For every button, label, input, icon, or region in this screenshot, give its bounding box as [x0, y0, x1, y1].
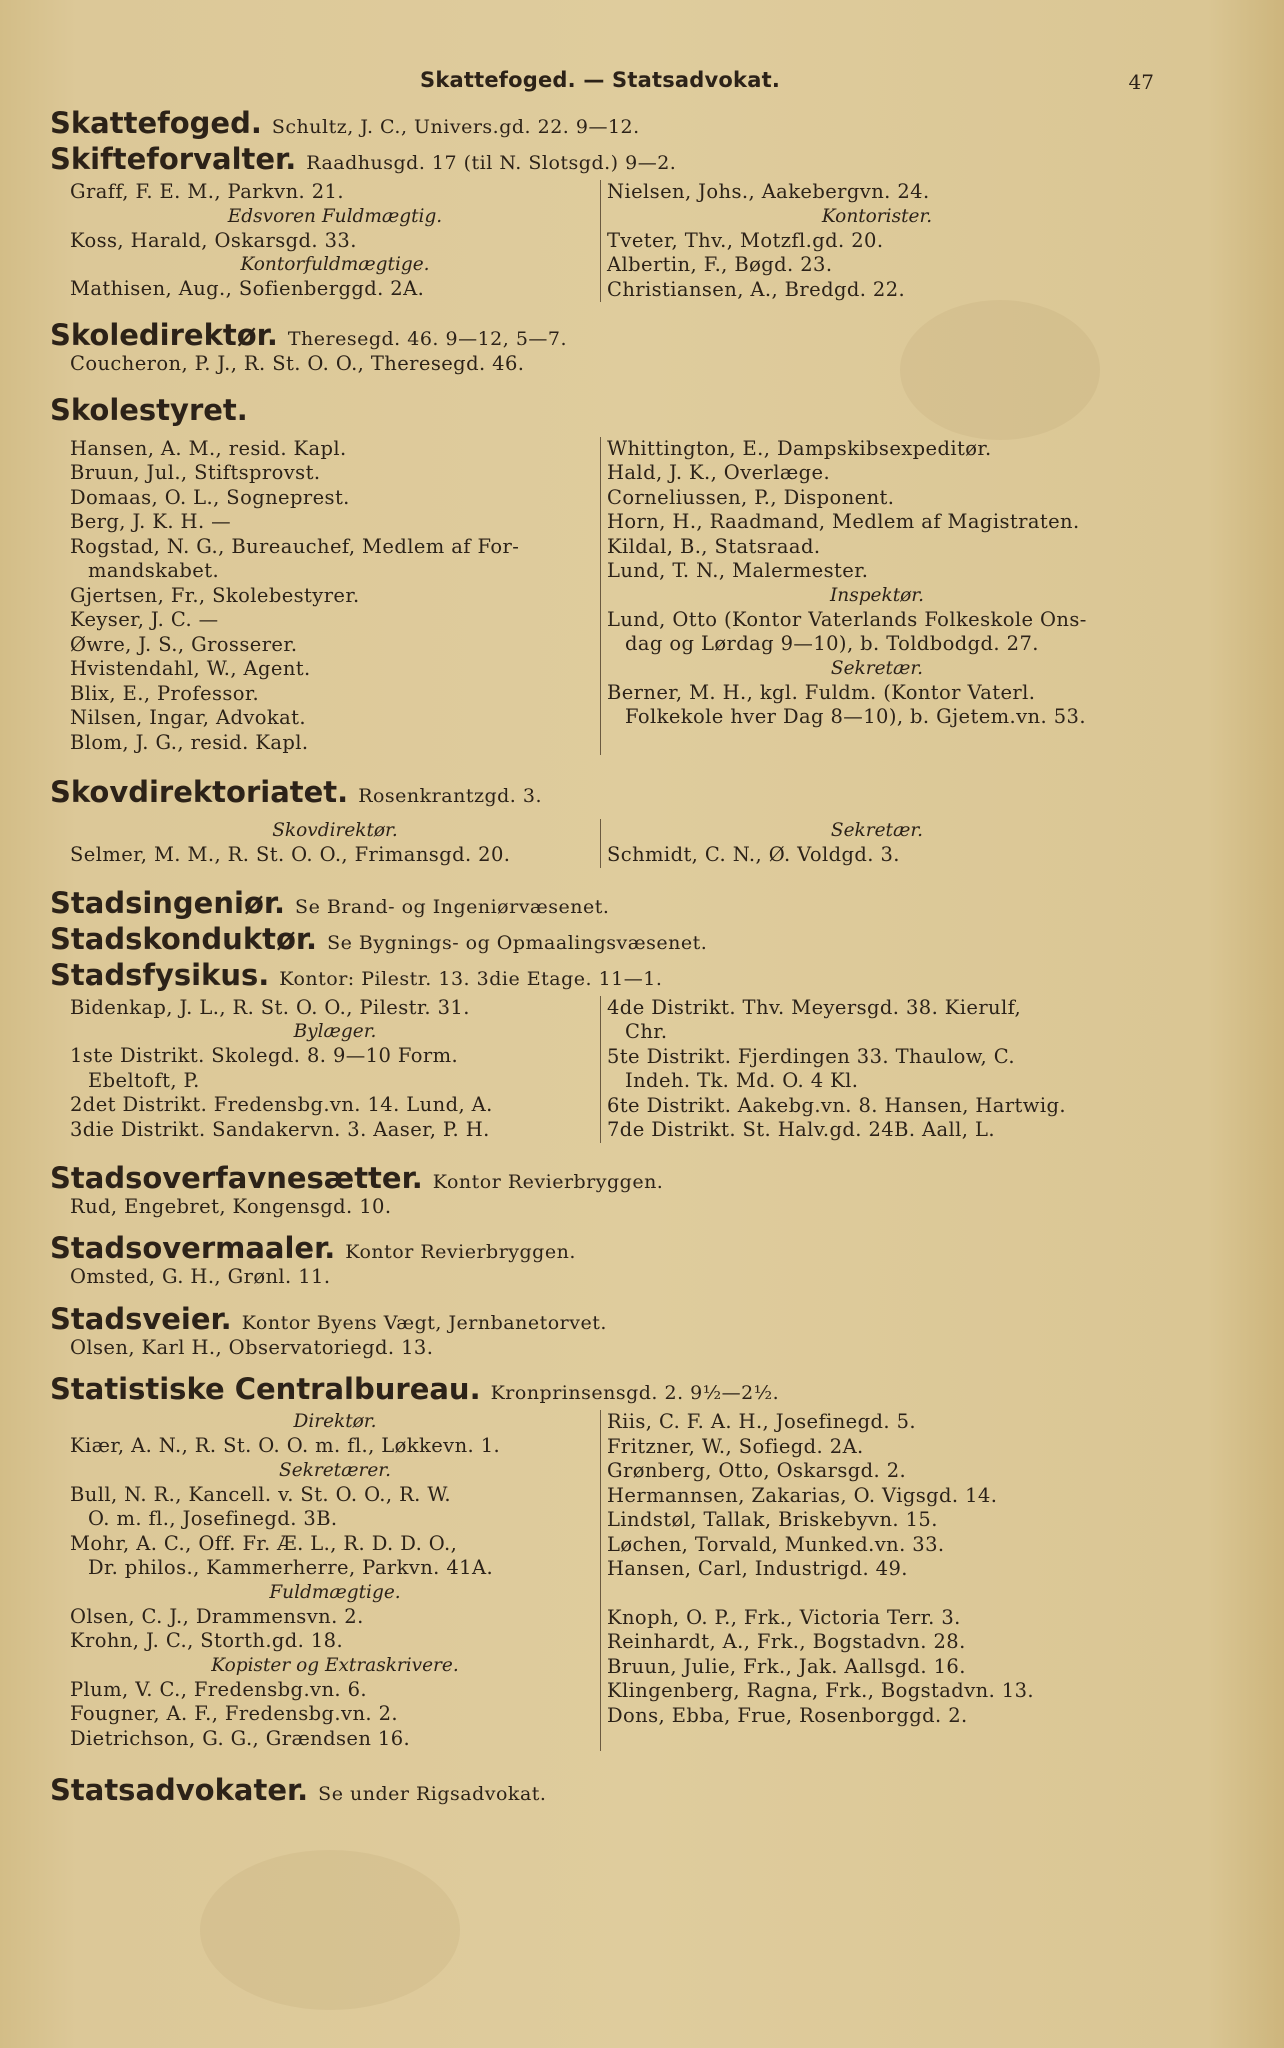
section-text: Se Bygnings- og Opmaalingsvæsenet. [327, 931, 708, 954]
right-column [600, 819, 1147, 868]
subheading: Kontorfuldmægtige. [240, 254, 430, 275]
section-stadsingenior [50, 885, 1150, 920]
entry: Blix, E., Professor. [70, 681, 260, 705]
entry: Rogstad, N. G., Bureauchef, Medlem af For- [70, 534, 520, 558]
entry: Hansen, A. M., resid. Kapl. [70, 436, 347, 460]
section-heading: Statsadvokater. [50, 1773, 309, 1807]
two-column-list [50, 1410, 1150, 1751]
entry: Horn, H., Raadmand, Medlem af Magistraten. [607, 510, 1080, 533]
section-skattefoged [50, 106, 1150, 140]
entry: Lund, T. N., Malermester. [607, 559, 869, 582]
entry: Domaas, O. L., Sogneprest. [70, 485, 350, 509]
entry: Kildal, B., Statsraad. [607, 534, 821, 558]
right-column [600, 1410, 1147, 1751]
section-heading-line [50, 318, 1150, 352]
section-heading-line [50, 957, 1150, 992]
section-text: Theresegd. 46. 9—12, 5—7. [287, 328, 568, 350]
running-head [50, 60, 1154, 104]
section-stadsovermaaler [50, 1231, 1150, 1290]
subheading: Kontorister. [821, 205, 933, 227]
entry: Bull, N. R., Kancell. v. St. O. O., R. W. [70, 1482, 452, 1506]
entry: Riis, C. F. A. H., Josefinegd. 5. [607, 1410, 916, 1433]
section-heading: Stadsoverfavnesætter. [50, 1160, 423, 1195]
right-column [600, 996, 1147, 1143]
right-column [600, 437, 1147, 756]
entry: Olsen, C. J., Drammensvn. 2. [70, 1604, 364, 1628]
section-heading: Stadsveier. [50, 1301, 232, 1336]
entry: Nilsen, Ingar, Advokat. [70, 706, 306, 729]
entry: 4de Distrikt. Thv. Meyersgd. 38. Kierulf, [607, 995, 1022, 1019]
entry: 2det Distrikt. Fredensbg.vn. 14. Lund, A. [70, 1093, 493, 1116]
section-text: Se under Rigsadvokat. [318, 1783, 547, 1805]
section-heading-line [50, 392, 1150, 427]
section-heading-line [50, 1160, 1150, 1195]
section-heading: Stadskonduktør. [50, 921, 318, 956]
entry: Schmidt, C. N., Ø. Voldgd. 3. [607, 843, 900, 866]
entry: Kiær, A. N., R. St. O. O. m. fl., Løkkevn. 1. [70, 1434, 501, 1457]
section-text: Rosenkrantzgd. 3. [358, 785, 543, 807]
entry: 7de Distrikt. St. Halv.gd. 24B. Aall, L. [607, 1118, 995, 1141]
section-text: Kontor Byens Vægt, Jernbanetorvet. [241, 1311, 607, 1334]
entry: Keyser, J. C. — [70, 608, 219, 631]
entry: Albertin, F., Bøgd. 23. [607, 253, 833, 276]
section-heading-line [50, 1231, 1150, 1265]
section-heading-line [50, 921, 1150, 956]
entry: Corneliussen, P., Disponent. [607, 485, 895, 509]
subheading: Sekretær. [830, 657, 924, 679]
section-heading: Skovdirektoriatet. [50, 775, 349, 809]
entry: Coucheron, P. J., R. St. O. O., Theresegd. 46. [70, 352, 525, 375]
section-heading-line [50, 1773, 1150, 1807]
entry-continuation: O. m. fl., Josefinegd. 3B. [88, 1507, 338, 1530]
left-column [50, 180, 600, 302]
entry: 6te Distrikt. Aakebg.vn. 8. Hansen, Hartwig. [607, 1093, 1066, 1117]
subheading: Direktør. [293, 1411, 377, 1432]
section-text: Schultz, J. C., Univers.gd. 22. 9—12. [271, 116, 640, 138]
entry: Whittington, E., Dampskibsexpeditør. [607, 436, 992, 460]
entry: Olsen, Karl H., Observatoriegd. 13. [70, 1335, 434, 1359]
subheading: Kopister og Extraskrivere. [211, 1654, 459, 1676]
entry: Graff, F. E. M., Parkvn. 21. [70, 180, 344, 203]
left-column [50, 437, 600, 756]
section-text: Kontor Revierbryggen. [432, 1170, 664, 1193]
entry-continuation: mandskabet. [88, 559, 220, 582]
entry: Øwre, J. S., Grosserer. [70, 632, 298, 656]
entry: Dons, Ebba, Frue, Rosenborggd. 2. [607, 1703, 968, 1727]
entry: Omsted, G. H., Grønl. 11. [70, 1265, 331, 1288]
subheading: Fuldmægtige. [269, 1581, 401, 1603]
entry: Lund, Otto (Kontor Vaterlands Folkeskole Ons- [607, 607, 1087, 631]
entry: Berner, M. H., kgl. Fuldm. (Kontor Vaterl. [607, 680, 1036, 704]
section-stadsfysikus [50, 957, 1150, 1143]
entry: Hald, J. K., Overlæge. [607, 461, 831, 484]
entry: 5te Distrikt. Fjerdingen 33. Thaulow, C. [607, 1044, 1015, 1068]
subheading: Bylæger. [293, 1021, 377, 1042]
section-heading: Stadsovermaaler. [50, 1231, 336, 1265]
running-title: Skattefoged. — Statsadvokat. [420, 68, 780, 92]
two-column-list [50, 996, 1150, 1143]
entry: Hermannsen, Zakarias, O. Vigsgd. 14. [607, 1483, 998, 1507]
entry: Dietrichson, G. G., Grændsen 16. [70, 1726, 411, 1750]
entry-continuation: Chr. [625, 1020, 668, 1043]
section-skoledirektor [50, 318, 1150, 377]
section-stadskonduktor [50, 921, 1150, 956]
section-statsadvokater [50, 1773, 1150, 1807]
section-heading: Stadsingeniør. [50, 885, 286, 920]
entry: Hvistendahl, W., Agent. [70, 657, 311, 680]
section-heading-line [50, 775, 1150, 809]
section-heading: Statistiske Centralbureau. [50, 1372, 481, 1406]
entry-continuation: Indeh. Tk. Md. O. 4 Kl. [625, 1069, 859, 1092]
section-heading: Skifteforvalter. [50, 142, 297, 176]
entry: Blom, J. G., resid. Kapl. [70, 730, 309, 754]
left-column [50, 996, 600, 1143]
entry: Gjertsen, Fr., Skolebestyrer. [70, 583, 360, 607]
section-stadsveier [50, 1301, 1150, 1361]
section-stadsoverfavnesaetter [50, 1160, 1150, 1220]
page-content [50, 60, 1154, 1807]
section-heading: Skoledirektør. [50, 318, 278, 352]
entry: Bruun, Julie, Frk., Jak. Aallsgd. 16. [607, 1654, 966, 1678]
right-column [600, 180, 1147, 302]
entry: 1ste Distrikt. Skolegd. 8. 9—10 Form. [70, 1044, 459, 1067]
entry: Løchen, Torvald, Munked.vn. 33. [607, 1532, 945, 1556]
subheading: Inspektør. [830, 584, 924, 606]
entry: Nielsen, Johs., Aakebergvn. 24. [607, 180, 930, 203]
section-heading: Stadsfysikus. [50, 957, 270, 992]
entry: Grønberg, Otto, Oskarsgd. 2. [607, 1459, 907, 1482]
left-column [50, 819, 600, 868]
section-statistiske-centralbureau [50, 1372, 1150, 1751]
entry-continuation: Ebeltoft, P. [88, 1068, 200, 1092]
entry: Bidenkap, J. L., R. St. O. O., Pilestr. 31. [70, 995, 470, 1019]
entry: 3die Distrikt. Sandakervn. 3. Aaser, P. H. [70, 1117, 490, 1141]
section-heading-line [50, 1372, 1150, 1406]
two-column-list [50, 180, 1150, 302]
entry: Hansen, Carl, Industrigd. 49. [607, 1557, 908, 1580]
page-number: 47 [1128, 70, 1154, 94]
left-column [50, 1410, 600, 1751]
entry: Rud, Engebret, Kongensgd. 10. [70, 1194, 392, 1218]
entry-continuation: Dr. philos., Kammerherre, Parkvn. 41A. [88, 1556, 494, 1579]
section-skolestyret [50, 392, 1150, 756]
section-heading-line [50, 885, 1150, 920]
entry: Koss, Harald, Oskarsgd. 33. [70, 228, 357, 252]
entry: Mathisen, Aug., Sofienberggd. 2A. [70, 277, 425, 300]
section-skovdirektoriatet [50, 775, 1150, 868]
section-text: Kronprinsensgd. 2. 9½—2½. [490, 1382, 780, 1404]
entry-continuation: Folkekole hver Dag 8—10), b. Gjetem.vn. 53. [625, 705, 1086, 728]
two-column-list [50, 819, 1150, 868]
section-heading: Skattefoged. [50, 106, 262, 140]
subheading: Sekretærer. [279, 1459, 391, 1481]
section-text: Kontor Revierbryggen. [345, 1241, 576, 1263]
entry: Selmer, M. M., R. St. O. O., Frimansgd. 20. [70, 843, 511, 866]
entry-continuation: dag og Lørdag 9—10), b. Toldbodgd. 27. [625, 632, 1039, 655]
entry: Krohn, J. C., Storth.gd. 18. [70, 1629, 344, 1652]
entry: Mohr, A. C., Off. Fr. Æ. L., R. D. D. O., [70, 1531, 458, 1555]
section-text: Raadhusgd. 17 (til N. Slotsgd.) 9—2. [306, 152, 677, 174]
entry: Tveter, Thv., Motzfl.gd. 20. [607, 228, 884, 252]
entry: Fougner, A. F., Fredensbg.vn. 2. [70, 1702, 399, 1725]
entry: Berg, J. K. H. — [70, 510, 232, 533]
two-column-list [50, 437, 1150, 756]
entry: Klingenberg, Ragna, Frk., Bogstadvn. 13. [607, 1679, 1034, 1702]
section-heading: Skolestyret. [50, 392, 248, 427]
section-heading-line [50, 106, 1150, 140]
entry: Bruun, Jul., Stiftsprovst. [70, 461, 321, 484]
subheading: Sekretær. [830, 820, 924, 841]
entry: Lindstøl, Tallak, Briskebyvn. 15. [607, 1508, 938, 1531]
section-text: Kontor: Pilestr. 13. 3die Etage. 11—1. [279, 967, 663, 990]
entry: Fritzner, W., Sofiegd. 2A. [607, 1434, 864, 1458]
section-skifteforvalter [50, 142, 1150, 302]
subheading: Edsvoren Fuldmægtig. [227, 205, 443, 227]
subheading: Skovdirektør. [272, 820, 398, 841]
section-heading-line [50, 1301, 1150, 1336]
entry: Reinhardt, A., Frk., Bogstadvn. 28. [607, 1630, 966, 1653]
paper-stain [200, 1850, 460, 2010]
entry: Plum, V. C., Fredensbg.vn. 6. [70, 1677, 368, 1701]
section-heading-line [50, 142, 1150, 176]
entry: Christiansen, A., Bredgd. 22. [607, 277, 906, 301]
section-text: Se Brand- og Ingeniørvæsenet. [295, 895, 610, 918]
entry: Knoph, O. P., Frk., Victoria Terr. 3. [607, 1605, 961, 1629]
